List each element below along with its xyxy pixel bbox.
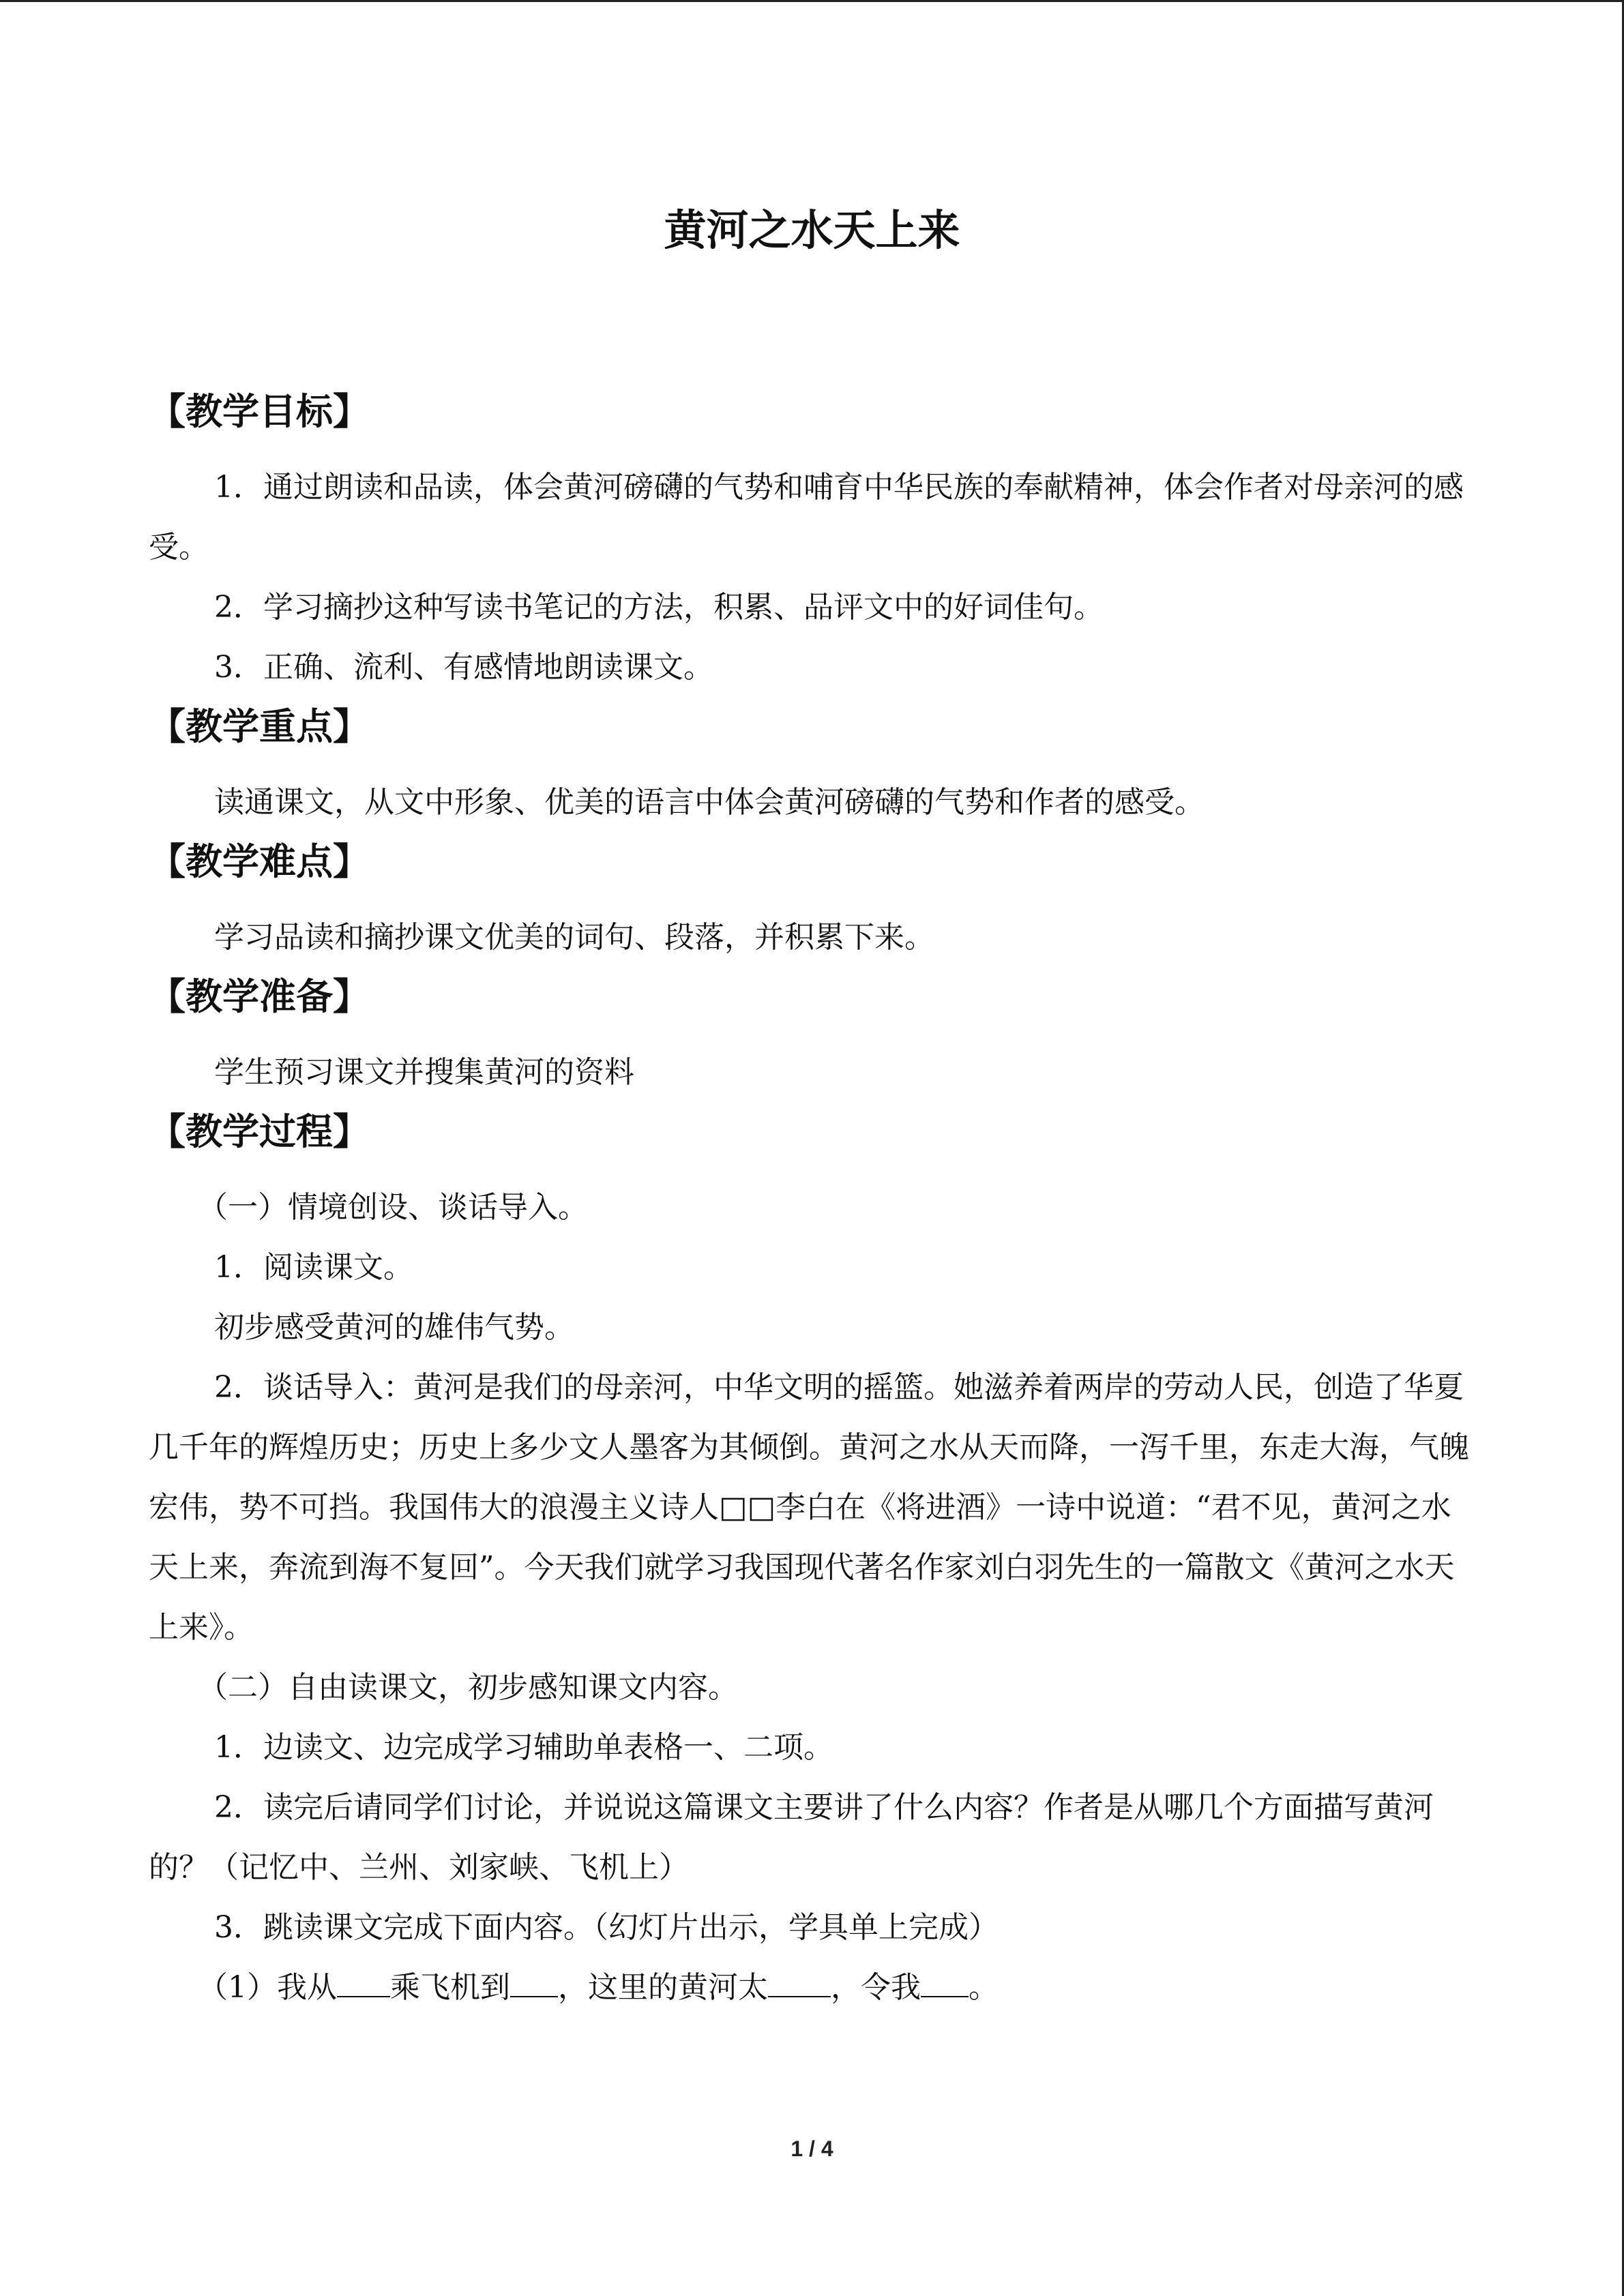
- process-part2-item-3: 3．跳读课文完成下面内容。（幻灯片出示，学具单上完成）: [214, 1910, 999, 1945]
- process-part2-item-2: 2．读完后请同学们讨论，并说说这篇课文主要讲了什么内容？作者是从哪几个方面描写黄河的？（记忆中、兰州、刘家峡、飞机上）: [149, 1790, 1434, 1885]
- fill-text-1: （1）我从: [198, 1970, 337, 2005]
- process-part1-item-1-note: 初步感受黄河的雄伟气势。: [214, 1310, 574, 1345]
- fill-in-sentence: [149, 1958, 1475, 2018]
- goal-item-1: 1．通过朗读和品读，体会黄河磅礴的气势和哺育中华民族的奉献精神，体会作者对母亲河的感受。: [149, 470, 1464, 565]
- fill-text-3: ，这里的黄河太: [558, 1970, 768, 2005]
- goal-item-2: 2．学习摘抄这种写读书笔记的方法，积累、品评文中的好词佳句。: [214, 590, 1104, 625]
- fill-text-2: 乘飞机到: [390, 1970, 510, 2005]
- section-heading-goals: 【教学目标】: [149, 389, 370, 433]
- section-heading-process: 【教学过程】: [149, 1109, 370, 1153]
- fill-blank-1[interactable]: [337, 1969, 390, 1997]
- section-heading-key-points: 【教学重点】: [149, 704, 370, 748]
- key-points-text: 读通课文，从文中形象、优美的语言中体会黄河磅礴的气势和作者的感受。: [214, 785, 1205, 820]
- fill-blank-2[interactable]: [510, 1969, 558, 1997]
- preparation-text: 学生预习课文并搜集黄河的资料: [214, 1055, 634, 1090]
- section-heading-preparation: 【教学准备】: [149, 974, 370, 1018]
- document-title: 黄河之水天上来: [664, 205, 960, 255]
- fill-text-5: 。: [969, 1970, 999, 2005]
- fill-text-4: ，令我: [831, 1970, 921, 2005]
- process-part1-item-1: 1．阅读课文。: [214, 1250, 413, 1285]
- fill-blank-4[interactable]: [921, 1969, 969, 1997]
- document-body: [149, 384, 1475, 2018]
- process-part2-item-1: 1．边读文、边完成学习辅助单表格一、二项。: [214, 1730, 833, 1765]
- fill-blank-3[interactable]: [768, 1969, 831, 1997]
- difficulties-text: 学习品读和摘抄课文优美的词句、段落，并积累下来。: [214, 920, 934, 955]
- process-part1-title: （一）情境创设、谈话导入。: [198, 1190, 588, 1225]
- section-heading-difficulties: 【教学难点】: [149, 839, 370, 883]
- process-part1-item-2: 2．谈话导入：黄河是我们的母亲河，中华文明的摇篮。她滋养着两岸的劳动人民，创造了华夏几千年的辉煌历史；历史上多少文人墨客为其倾倒。黄河之水从天而降，一泻千里，东走大海，气魄宏伟，势不可挡。我国伟大的浪漫主义诗人□□李白在《将进酒》一诗中说道：“君不见，黄河之水天上来，奔流到海不复回”。今天我们就学习我国现代著名作家刘白羽先生的一篇散文《黄河之水天上来》。: [149, 1370, 1469, 1645]
- goal-item-3: 3．正确、流利、有感情地朗读课文。: [214, 650, 713, 685]
- page-number: 1 / 4: [791, 2136, 833, 2161]
- process-part2-title: （二）自由读课文，初步感知课文内容。: [198, 1670, 738, 1705]
